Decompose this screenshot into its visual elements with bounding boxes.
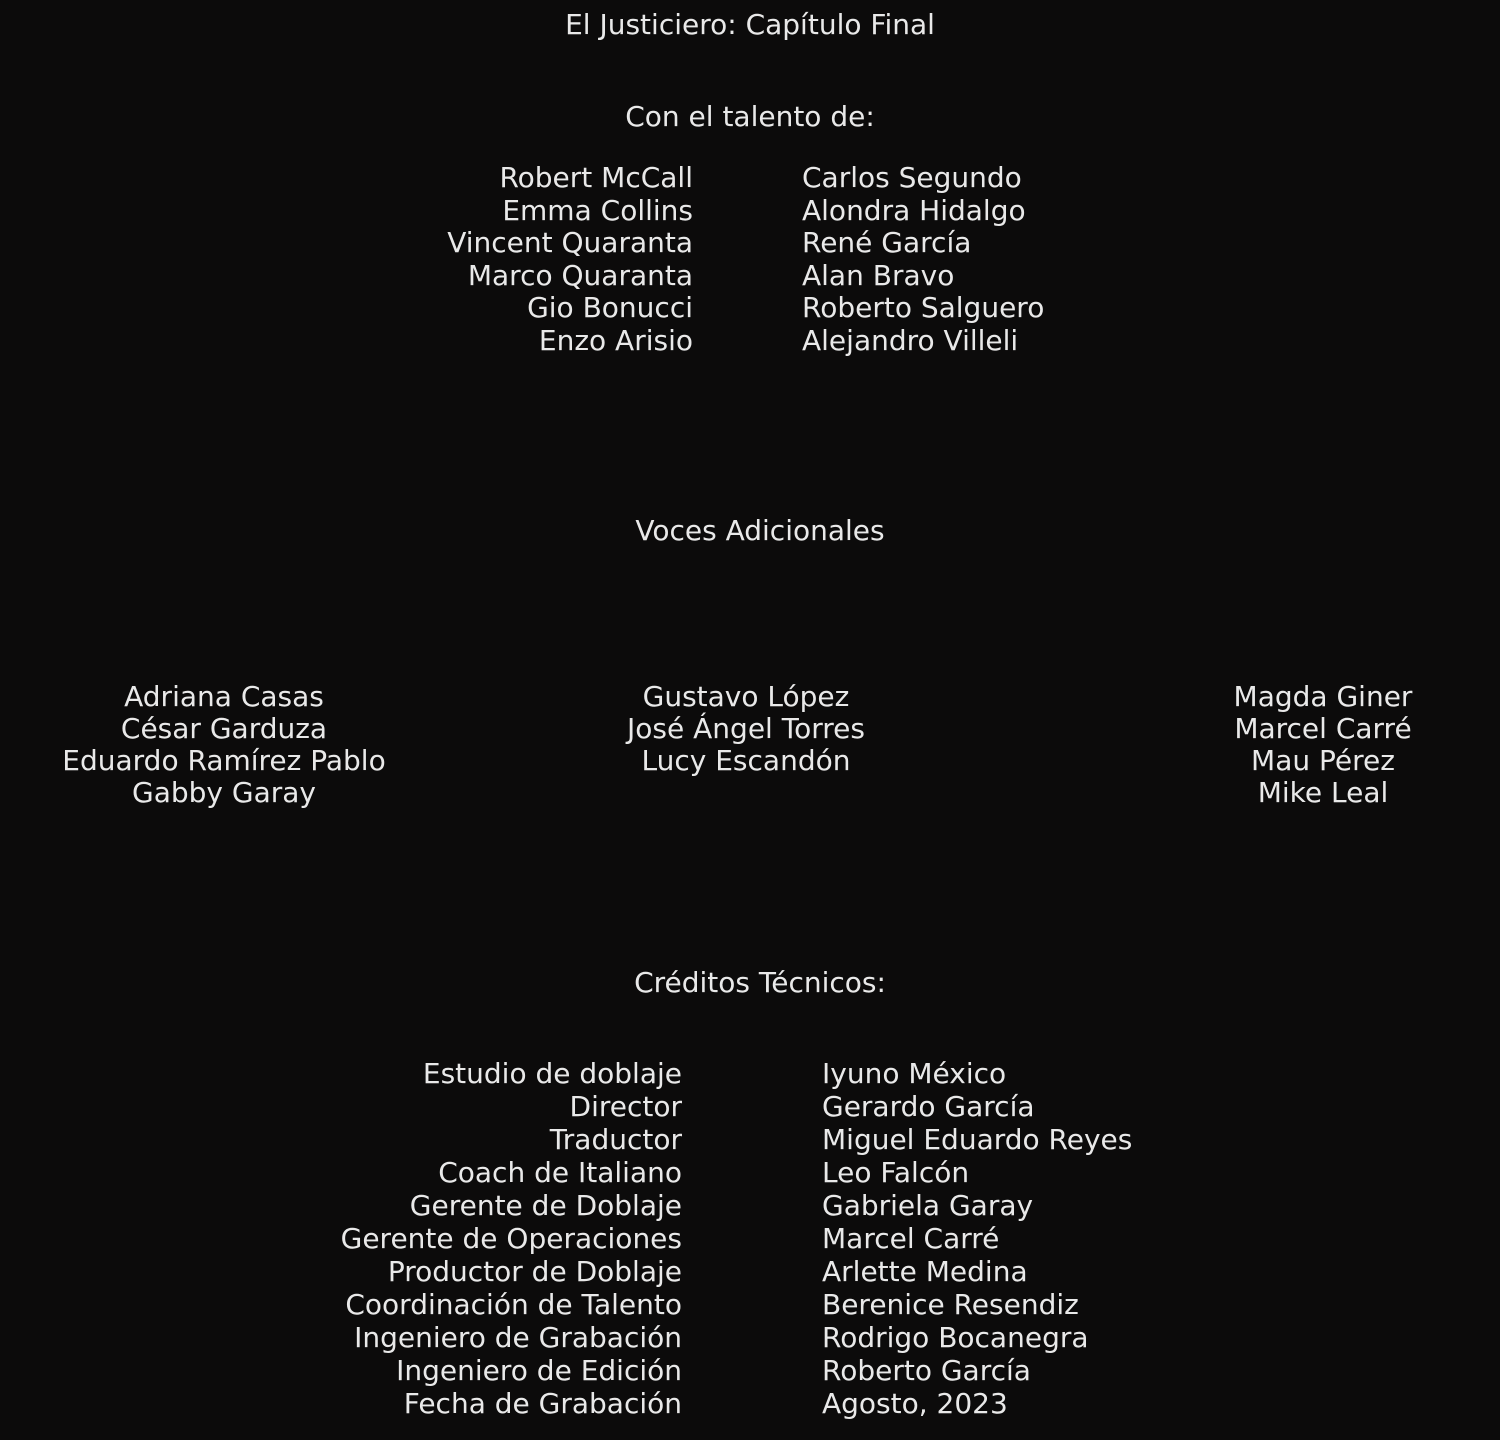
voice-name: Mau Pérez [1251,744,1395,777]
voice-name: Marcel Carré [1234,712,1412,745]
technical-role: Fecha de Grabación [403,1387,682,1420]
technical-role: Coordinación de Talento [345,1288,682,1321]
technical-name: Gerardo García [822,1090,1035,1123]
technical-role: Estudio de doblaje [422,1057,682,1090]
cast-heading: Con el talento de: [625,100,875,133]
voices-column-2 [536,681,956,777]
cast-name: Alondra Hidalgo [802,193,1026,227]
technical-roles-list [341,1057,682,1420]
cast-name: Vincent Quaranta [447,226,693,260]
technical-name: Berenice Resendiz [822,1288,1079,1321]
credits-title: El Justiciero: Capítulo Final [565,8,935,41]
technical-heading: Créditos Técnicos: [634,966,886,999]
voice-name: Gabby Garay [132,776,316,809]
cast-name: Gio Bonucci [527,291,693,325]
technical-name: Rodrigo Bocanegra [822,1321,1089,1354]
technical-role: Ingeniero de Edición [396,1354,682,1387]
cast-name: Robert McCall [499,161,693,194]
voice-name: Eduardo Ramírez Pablo [62,744,386,777]
technical-names-list [822,1057,1132,1420]
technical-role: Gerente de Operaciones [340,1222,682,1255]
voice-name: Lucy Escandón [641,744,851,777]
technical-name: Leo Falcón [822,1156,970,1189]
technical-name: Iyuno México [822,1057,1007,1090]
voice-name: Gustavo López [642,680,850,713]
technical-name: Marcel Carré [822,1222,1000,1255]
cast-name: René García [802,226,972,260]
cast-name: Roberto Salguero [802,291,1045,325]
cast-name: Alejandro Villeli [802,323,1019,357]
technical-name: Gabriela Garay [822,1189,1034,1222]
voice-name: César Garduza [120,712,328,745]
cast-name: Alan Bravo [802,258,955,292]
voices-heading: Voces Adicionales [635,514,885,547]
technical-role: Gerente de Doblaje [409,1189,682,1222]
cast-list-right [802,162,1044,358]
technical-role: Coach de Italiano [438,1156,682,1189]
cast-name: Enzo Arisio [538,323,693,357]
technical-role: Ingeniero de Grabación [354,1321,682,1354]
voices-column-3 [1113,681,1500,809]
technical-role: Productor de Doblaje [387,1255,682,1288]
cast-name: Carlos Segundo [802,161,1022,194]
cast-list-left [447,162,693,358]
voice-name: Mike Leal [1257,776,1389,809]
technical-name: Miguel Eduardo Reyes [822,1123,1133,1156]
cast-name: Marco Quaranta [467,258,693,292]
technical-role: Traductor [549,1123,682,1156]
voices-column-1 [14,681,434,809]
technical-role: Director [569,1090,682,1123]
technical-name: Roberto García [822,1354,1031,1387]
technical-name: Agosto, 2023 [822,1387,1008,1420]
voice-name: Adriana Casas [124,680,324,713]
voice-name: Magda Giner [1233,680,1413,713]
cast-name: Emma Collins [502,193,693,227]
technical-name: Arlette Medina [822,1255,1028,1288]
voice-name: José Ángel Torres [627,712,865,745]
